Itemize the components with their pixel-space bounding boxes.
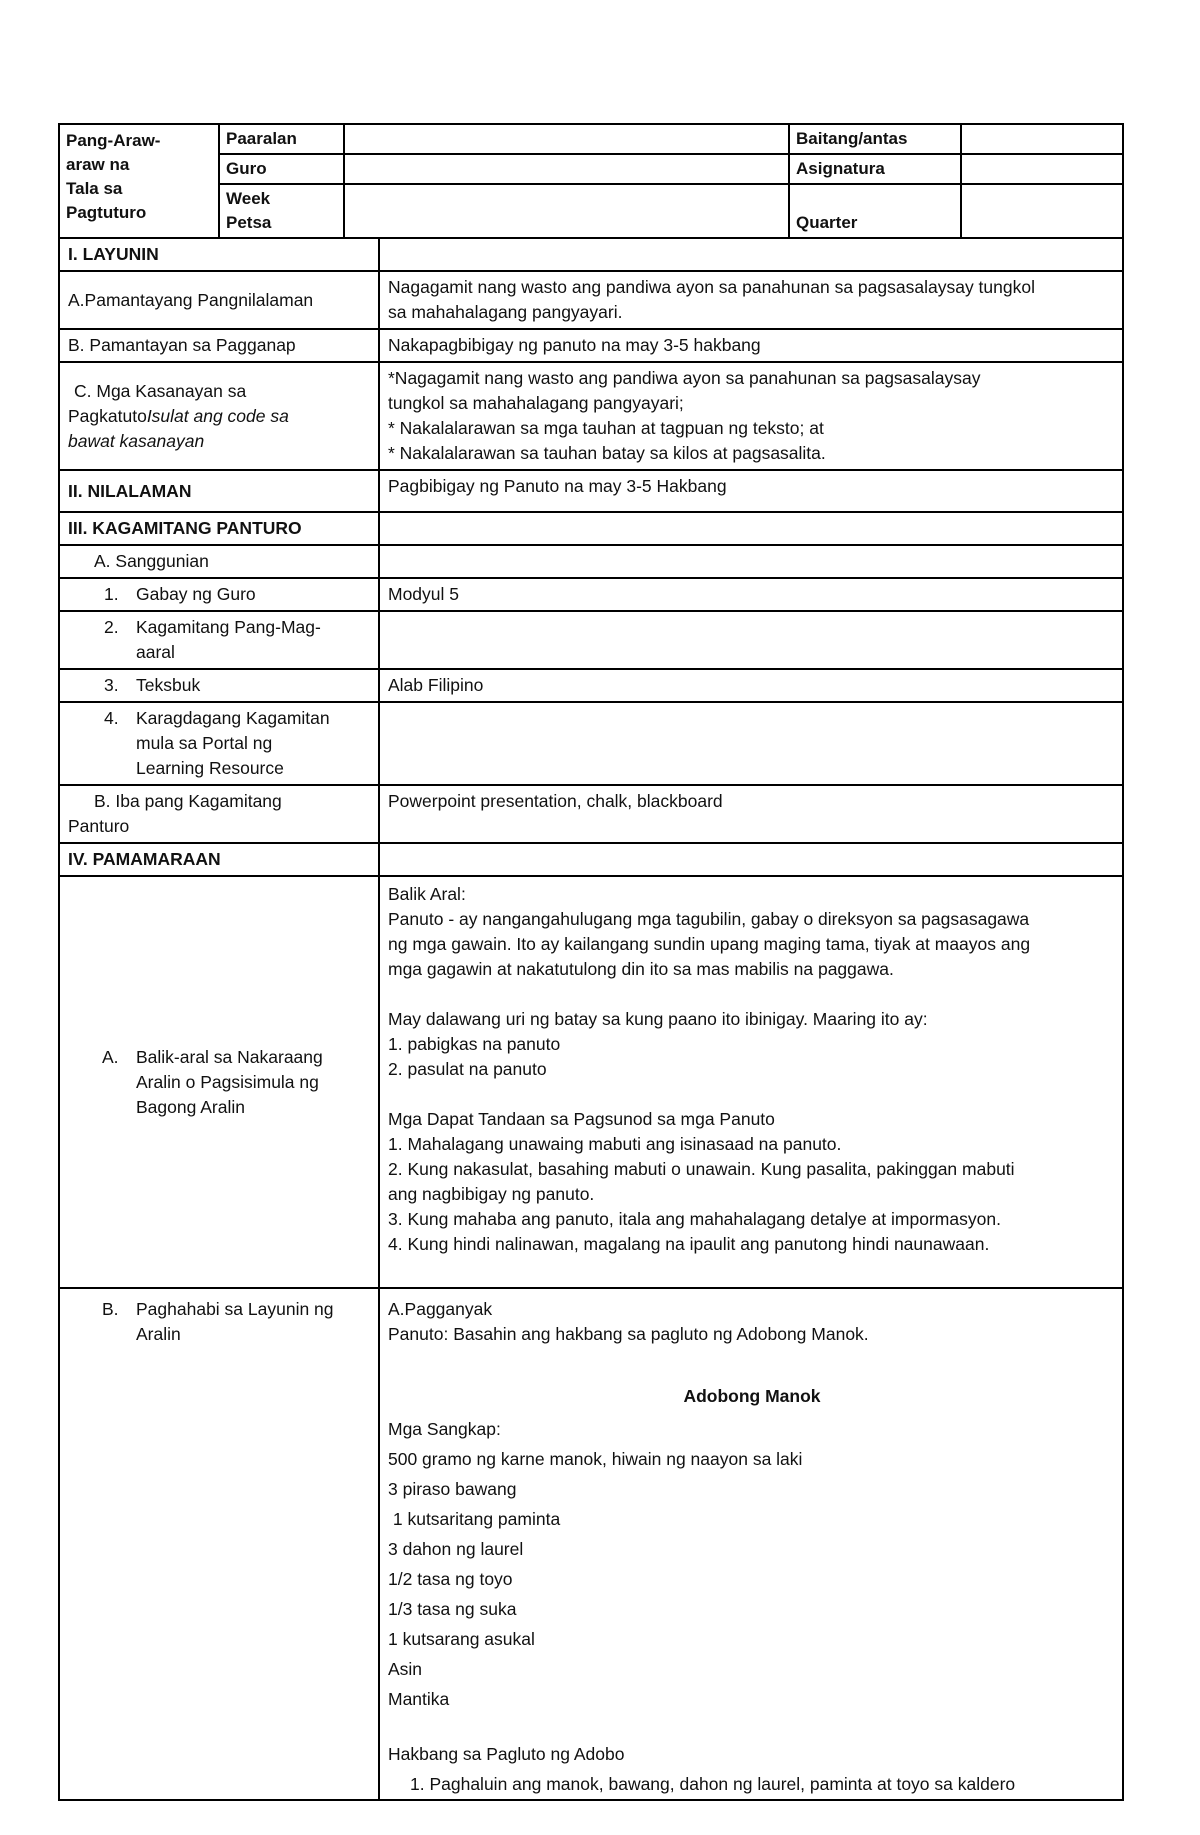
balik-aral-line: 3. Kung mahaba ang panuto, itala ang mahahalagang detalye at impormasyon. — [388, 1209, 1001, 1229]
blank-cell — [379, 238, 1123, 271]
ingredient: Asin — [388, 1659, 423, 1679]
section-nilalaman: II. NILALAMAN — [59, 470, 379, 512]
nilalaman-text: Pagbibigay ng Panuto na may 3-5 Hakbang — [379, 470, 1123, 512]
field-week-petsa[interactable] — [344, 184, 789, 238]
steps-heading: Hakbang sa Pagluto ng Adobo — [388, 1744, 625, 1764]
balik-aral-line: ang nagbibigay ng panuto. — [388, 1184, 595, 1204]
sanggunian-value — [379, 611, 1123, 669]
balik-aral-line: Balik Aral: — [388, 884, 466, 904]
blank-cell — [379, 512, 1123, 545]
blank-cell — [379, 843, 1123, 876]
label-asignatura: Asignatura — [789, 154, 961, 184]
layunin-a-text: Nagagamit nang wasto ang pandiwa ayon sa panahunan sa pagsasalaysay tungkol sa mahahalagang pangyayari. — [379, 271, 1123, 329]
label-quarter: Quarter — [789, 184, 961, 238]
layunin-b-text: Nakapagbibigay ng panuto na may 3-5 hakbang — [379, 329, 1123, 362]
balik-aral-line — [388, 1082, 1116, 1107]
iba-pang-kagamitan-label: B. Iba pang Kagamitang Panturo — [59, 785, 379, 843]
lesson-plan-page — [58, 123, 1122, 1801]
ingredient: 1 kutsarang asukal — [388, 1629, 535, 1649]
sanggunian-item: 3. Teksbuk — [59, 669, 379, 702]
ingredient: 1/3 tasa ng suka — [388, 1599, 517, 1619]
field-paaralan[interactable] — [344, 124, 789, 154]
ingredient: Mantika — [388, 1689, 450, 1709]
header-table — [58, 123, 1124, 239]
field-quarter[interactable] — [961, 184, 1123, 238]
balik-aral-line: 1. pabigkas na panuto — [388, 1034, 561, 1054]
label-petsa: Petsa — [226, 213, 272, 232]
ingredient: 3 piraso bawang — [388, 1479, 517, 1499]
balik-aral-line: 4. Kung hindi nalinawan, magalang na ipaulit ang panutong hindi naunawaan. — [388, 1234, 990, 1254]
balik-aral-line: mga gagawin at nakatutulong din ito sa mas mabilis na paggawa. — [388, 959, 894, 979]
field-asignatura[interactable] — [961, 154, 1123, 184]
recipe-title: Adobong Manok — [683, 1386, 821, 1406]
label-week-petsa — [219, 184, 344, 238]
balik-aral-line: 1. Mahalagang unawaing mabuti ang isinasaad na panuto. — [388, 1134, 842, 1154]
pamamaraan-a-content — [379, 876, 1123, 1288]
sanggunian-item: 2. Kagamitang Pang-Mag- aaral — [59, 611, 379, 669]
layunin-c-text: *Nagagamit nang wasto ang pandiwa ayon sa panahunan sa pagsasalaysay tungkol sa mahahalagang pangyayari; * Nakalalarawan sa mga tauhan at tagpuan ng teksto; at * Nakalalarawan sa tauhan batay sa kilos at pagsasalita. — [379, 362, 1123, 470]
section-layunin: I. LAYUNIN — [59, 238, 379, 271]
layunin-a-label: A.Pamantayang Pangnilalaman — [59, 271, 379, 329]
ingredient: 3 dahon ng laurel — [388, 1539, 524, 1559]
iba-pang-kagamitan-value: Powerpoint presentation, chalk, blackboard — [379, 785, 1123, 843]
pamamaraan-b-content: A.Pagganyak Panuto: Basahin ang hakbang sa pagluto ng Adobong Manok. Adobong Manok Mga Sangkap: 500 gramo ng karne manok, hiwain ng naayon sa laki 3 piraso bawang 1 kutsaritang paminta 3 dahon ng laurel 1/2 tasa ng toyo 1/3 tasa ng suka 1 kutsarang asukal Asin Mantika Hakbang sa Pagluto ng Adobo 1. Paghaluin ang manok, bawang, dahon ng laurel, paminta at toyo sa kaldero — [379, 1288, 1123, 1800]
balik-aral-line: Mga Dapat Tandaan sa Pagsunod sa mga Panuto — [388, 1109, 775, 1129]
sanggunian-value: Alab Filipino — [379, 669, 1123, 702]
balik-aral-line: ng mga gawain. Ito ay kailangang sundin upang maging tama, tiyak at maayos ang — [388, 934, 1031, 954]
balik-aral-line — [388, 982, 1116, 1007]
field-baitang[interactable] — [961, 124, 1123, 154]
balik-aral-line: Panuto - ay nangangahulugang mga tagubilin, gabay o direksyon sa pagsasagawa — [388, 909, 1030, 929]
sanggunian-value: Modyul 5 — [379, 578, 1123, 611]
label-baitang: Baitang/antas — [789, 124, 961, 154]
field-guro[interactable] — [344, 154, 789, 184]
layunin-c-label: C. Mga Kasanayan sa PagkatutoIsulat ang code sa bawat kasanayan — [59, 362, 379, 470]
label-week: Week — [226, 189, 271, 208]
section-kagamitan: III. KAGAMITANG PANTURO — [59, 512, 379, 545]
balik-aral-line: May dalawang uri ng batay sa kung paano ito ibinigay. Maaring ito ay: — [388, 1009, 928, 1029]
pamamaraan-a-label: A. Balik-aral sa Nakaraang Aralin o Pagsisimula ng Bagong Aralin — [59, 876, 379, 1288]
blank-cell — [379, 545, 1123, 578]
ingredient: 1/2 tasa ng toyo — [388, 1569, 513, 1589]
pamamaraan-b-label: B. Paghahabi sa Layunin ng Aralin — [59, 1288, 379, 1800]
balik-aral-line: 2. Kung nakasulat, basahing mabuti o unawain. Kung pasalita, pakinggan mabuti — [388, 1159, 1015, 1179]
layunin-b-label: B. Pamantayan sa Pagganap — [59, 329, 379, 362]
ingredient: 1 kutsaritang paminta — [388, 1509, 561, 1529]
step: 1. Paghaluin ang manok, bawang, dahon ng laurel, paminta at toyo sa kaldero — [410, 1774, 1016, 1794]
sanggunian-value — [379, 702, 1123, 785]
label-guro: Guro — [219, 154, 344, 184]
content-table — [58, 237, 1124, 1801]
ingredient: 500 gramo ng karne manok, hiwain ng naayon sa laki — [388, 1449, 803, 1469]
section-pamamaraan: IV. PAMAMARAAN — [59, 843, 379, 876]
label-paaralan: Paaralan — [219, 124, 344, 154]
sanggunian-label: A. Sanggunian — [59, 545, 379, 578]
sanggunian-item: 4. Karagdagang Kagamitan mula sa Portal ng Learning Resource — [59, 702, 379, 785]
balik-aral-line: 2. pasulat na panuto — [388, 1059, 547, 1079]
sanggunian-item: 1. Gabay ng Guro — [59, 578, 379, 611]
plan-title: Pang-Araw- araw na Tala sa Pagtuturo — [59, 124, 219, 238]
